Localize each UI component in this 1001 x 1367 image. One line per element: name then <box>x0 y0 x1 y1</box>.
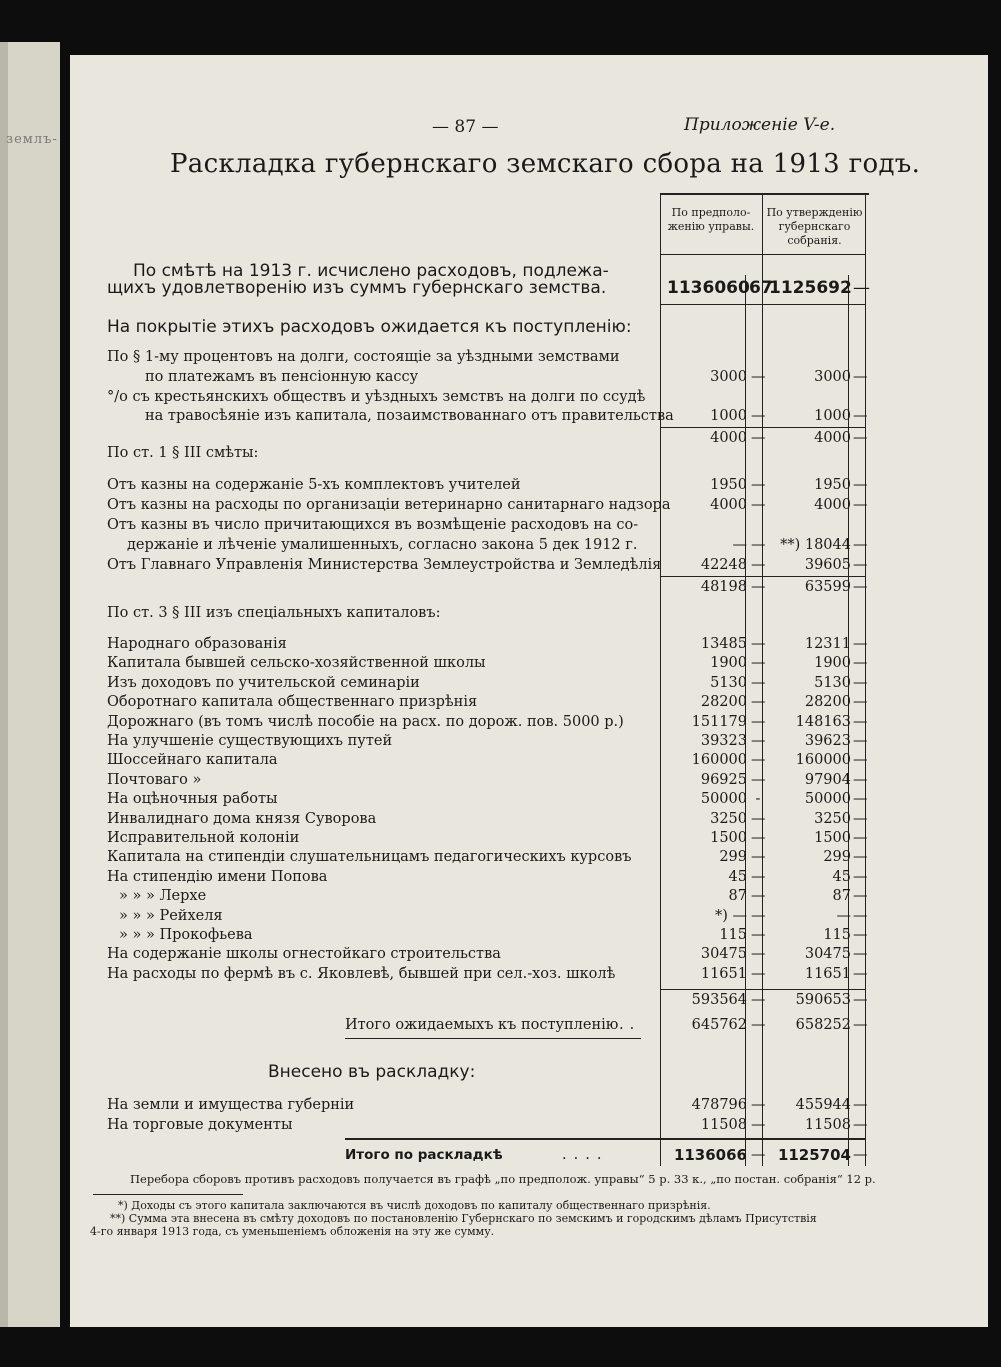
row-kopeks-proposed: — <box>751 655 766 672</box>
row-kopeks-proposed: - <box>755 791 761 808</box>
row-value-proposed: 45 <box>728 868 747 885</box>
row-kopeks-proposed: — <box>751 733 766 749</box>
raskladka-total-k2: — <box>853 1147 868 1163</box>
headline-k2: — <box>853 278 870 298</box>
row-value-approved: 4000 <box>814 497 851 513</box>
subtotal-kopeks-approved: — <box>853 992 868 1008</box>
row-kopeks-approved: — <box>853 733 868 749</box>
row-value-proposed: 96925 <box>700 771 747 788</box>
row-value-approved: 3000 <box>814 369 851 385</box>
row-value-approved: — <box>836 907 851 924</box>
raskladka-total-v1: 1136066 <box>673 1146 747 1164</box>
row-kopeks-proposed: — <box>751 888 766 905</box>
raskladka-total-v2: 1125704 <box>777 1146 851 1164</box>
row-label: Капитала на стипендіи слушательницамъ педагогическихъ курсовъ <box>107 849 632 866</box>
subtotal-value-proposed: 593564 <box>691 992 747 1008</box>
page-number: — 87 — <box>432 117 499 137</box>
row-label: Дорожнаго (въ томъ числѣ пособіе на расх. по дорож. пов. 5000 р.) <box>107 713 624 730</box>
row-label: Почтоваго » <box>107 771 202 788</box>
row-label: На расходы по фермѣ въ с. Яковлевѣ, бывшей при сел.-хоз. школѣ <box>107 965 616 982</box>
row-value-proposed: 1500 <box>710 830 747 846</box>
expected-total-label: Итого ожидаемыхъ къ поступленію <box>345 1017 619 1033</box>
row-label: На стипендію имени Попова <box>107 868 328 885</box>
footnote-1: *) Доходы съ этого капитала заключаются въ числѣ доходовъ по капиталу общественнаго призрѣнія. <box>118 1199 711 1212</box>
row-kopeks-proposed: — <box>751 965 766 982</box>
row-value-proposed: 3250 <box>710 810 747 827</box>
row-label: Исправительной колоніи <box>107 830 300 846</box>
row-kopeks-proposed: — <box>751 927 766 943</box>
row-value-proposed: 3000 <box>710 369 747 385</box>
col2-header: По утвержденію губернскаго собранія. <box>766 206 863 247</box>
row-kopeks-approved: — <box>853 752 868 769</box>
row-kopeks-approved: — <box>853 1117 868 1133</box>
coverage-heading: На покрытіе этихъ расходовъ ожидается къ поступленію: <box>107 317 632 337</box>
row-value-proposed: 39323 <box>700 733 747 749</box>
row-value-approved: 3250 <box>814 810 851 827</box>
row-kopeks-proposed: — <box>751 810 766 827</box>
row-kopeks-approved: — <box>853 927 868 943</box>
row-label: на травосѣяніе изъ капитала, позаимствованнаго отъ правительства <box>145 408 674 424</box>
row-value-proposed: 11508 <box>700 1117 747 1133</box>
headline-v1: 1136060 <box>667 278 750 298</box>
row-value-approved: 1950 <box>814 477 851 493</box>
subtotal-value-approved: 63599 <box>804 579 851 595</box>
row-kopeks-approved: — <box>853 1097 868 1113</box>
raskladka-total-k1: — <box>751 1147 766 1163</box>
row-value-proposed: 11651 <box>700 965 747 982</box>
row-value-approved: 39605 <box>804 557 851 573</box>
table-top-rule <box>660 193 869 195</box>
row-kopeks-proposed: — <box>751 674 766 691</box>
row-value-approved: 39623 <box>804 733 851 749</box>
row-kopeks-approved: — <box>853 849 868 866</box>
row-kopeks-proposed: — <box>751 537 766 553</box>
row-kopeks-approved: — <box>853 557 868 573</box>
row-kopeks-proposed: — <box>751 369 766 385</box>
appendix-label: Приложеніе V-е. <box>684 115 836 135</box>
row-kopeks-approved: — <box>853 497 868 513</box>
row-value-proposed: 13485 <box>700 636 747 652</box>
headline-rule <box>660 304 866 305</box>
row-kopeks-proposed: — <box>751 557 766 573</box>
subtotal-value-proposed: 4000 <box>710 430 747 446</box>
row-kopeks-approved: — <box>853 946 868 963</box>
expected-total-rule <box>345 1038 641 1039</box>
row-kopeks-approved: — <box>853 888 868 905</box>
expected-total-dots: .. <box>619 1017 641 1033</box>
row-kopeks-proposed: — <box>751 636 766 652</box>
row-value-approved: 11508 <box>804 1117 851 1133</box>
row-kopeks-approved: — <box>853 830 868 846</box>
headline-line1: По смѣтѣ на 1913 г. исчислено расходовъ, подлежа- <box>133 261 609 281</box>
row-value-approved: 1500 <box>814 830 851 846</box>
row-value-approved: 11651 <box>804 965 851 982</box>
row-kopeks-approved: — <box>853 408 868 424</box>
row-value-proposed: 160000 <box>691 752 747 769</box>
row-kopeks-proposed: — <box>751 408 766 424</box>
row-label: » » » Прокофьева <box>119 927 253 943</box>
row-label: На содержаніе школы огнестойкаго строительства <box>107 946 501 963</box>
row-label: Отъ казны на расходы по организаціи ветеринарно санитарнаго надзора <box>107 497 671 513</box>
row-kopeks-proposed: — <box>751 752 766 769</box>
row-kopeks-approved: — <box>853 674 868 691</box>
row-value-proposed: 30475 <box>700 946 747 963</box>
row-value-approved: 455944 <box>795 1097 851 1113</box>
row-kopeks-approved: — <box>853 771 868 788</box>
row-label: Отъ Главнаго Управленія Министерства Землеустройства и Земледѣлія <box>107 557 662 573</box>
header-bottom-rule <box>660 254 866 255</box>
row-kopeks-proposed: — <box>751 868 766 885</box>
subtotal-rule <box>660 989 866 990</box>
row-value-approved: 115 <box>823 927 851 943</box>
row-label: На торговые документы <box>107 1117 293 1133</box>
row-kopeks-proposed: — <box>751 694 766 711</box>
headline-dot: . <box>600 278 607 298</box>
left-page-fragment: землъ- <box>6 132 58 147</box>
row-label: °/о съ крестьянскихъ обществъ и уѣздныхъ земствъ на долги по ссудѣ <box>107 389 646 405</box>
row-kopeks-proposed: — <box>751 1097 766 1113</box>
page-title: Раскладка губернскаго земскаго сбора на 1913 годъ. <box>170 149 921 179</box>
row-label: » » » Лерхе <box>119 888 207 905</box>
col1-header: По предполо-женію управы. <box>667 206 755 233</box>
row-value-approved: 160000 <box>795 752 851 769</box>
footnote-2a: **) Сумма эта внесена въ смѣту доходовъ по постановленію Губернскаго по земскимъ и городскимъ дѣламъ Присутствія <box>110 1212 817 1225</box>
row-value-proposed: 4000 <box>710 497 747 513</box>
row-kopeks-proposed: — <box>751 849 766 866</box>
row-value-approved: 45 <box>832 868 851 885</box>
row-value-approved: 87 <box>832 888 851 905</box>
row-value-proposed: 151179 <box>691 713 747 730</box>
subtotal-kopeks-approved: — <box>853 579 868 595</box>
subtotal-rule <box>660 576 866 577</box>
row-kopeks-approved: — <box>853 636 868 652</box>
row-value-approved: 299 <box>823 849 851 866</box>
row-value-proposed: 1900 <box>710 655 747 672</box>
row-kopeks-approved: — <box>853 537 868 553</box>
row-label: На улучшеніе существующихъ путей <box>107 733 393 749</box>
row-kopeks-approved: — <box>853 713 868 730</box>
row-label: На оцѣночныя работы <box>107 791 278 808</box>
surplus-note: Перебора сборовъ противъ расходовъ получается въ графѣ „по предполож. управы“ 5 р. 33 к., „по постан. собранія“ 12 р. <box>130 1172 876 1186</box>
raskladka-total-rule <box>345 1138 866 1140</box>
row-label: Народнаго образованія <box>107 636 287 652</box>
section3-heading-text: По ст. 3 § III изъ спеціальныхъ капиталовъ: <box>107 605 441 621</box>
row-kopeks-approved: — <box>853 369 868 385</box>
row-value-proposed: 299 <box>719 849 747 866</box>
footnote-rule <box>93 1194 243 1195</box>
expected-total-k1: — <box>751 1017 766 1033</box>
row-kopeks-proposed: — <box>751 771 766 788</box>
row-label: По § 1-му процентовъ на долги, состоящіе за уѣздными земствами <box>107 349 620 365</box>
row-value-proposed: 115 <box>719 927 747 943</box>
row-label: по платежамъ въ пенсіонную кассу <box>145 369 419 385</box>
subtotal-value-approved: 4000 <box>814 430 851 446</box>
row-label: Шоссейнаго капитала <box>107 752 278 769</box>
row-label: Оборотнаго капитала общественнаго призрѣнія <box>107 694 478 711</box>
row-value-approved: 30475 <box>804 946 851 963</box>
headline-line2 <box>107 279 606 298</box>
row-value-proposed: 42248 <box>700 557 747 573</box>
row-value-approved: 50000 <box>804 791 851 808</box>
subtotal-rule <box>660 427 866 428</box>
subtotal-value-proposed: 48198 <box>700 579 747 595</box>
row-value-approved: 1900 <box>814 655 851 672</box>
raskladka-heading: Внесено въ раскладку: <box>268 1062 476 1082</box>
row-kopeks-approved: — <box>853 868 868 885</box>
raskladka-total-dots: .... <box>562 1147 609 1163</box>
row-label: Капитала бывшей сельско-хозяйственной школы <box>107 655 486 672</box>
row-kopeks-proposed: — <box>751 713 766 730</box>
row-label: На земли и имущества губерніи <box>107 1097 355 1113</box>
row-value-proposed: 478796 <box>691 1097 747 1113</box>
row-value-proposed: 87 <box>728 888 747 905</box>
expected-total-v1: 645762 <box>691 1017 747 1033</box>
col1-left-rule <box>660 193 661 1166</box>
row-kopeks-proposed: — <box>751 1117 766 1133</box>
row-value-approved: 5130 <box>814 674 851 691</box>
row-value-approved: **) 18044 <box>780 537 851 553</box>
headline-line2-text: щихъ удовлетворенію изъ суммъ губернскаго земства <box>107 278 601 298</box>
row-label: держаніе и лѣченіе умалишенныхъ, согласно закона 5 дек 1912 г. <box>127 537 638 553</box>
raskladka-total-label: Итого по раскладкѣ <box>345 1147 503 1163</box>
expected-total-k2: — <box>853 1017 868 1033</box>
row-kopeks-approved: — <box>853 655 868 672</box>
row-value-proposed: 1000 <box>710 408 747 424</box>
row-kopeks-proposed: — <box>751 946 766 963</box>
subtotal-kopeks-proposed: — <box>751 579 766 595</box>
subtotal-kopeks-proposed: — <box>751 430 766 446</box>
row-value-proposed: — <box>732 537 747 553</box>
subtotal-kopeks-approved: — <box>853 430 868 446</box>
row-kopeks-proposed: — <box>751 477 766 493</box>
row-kopeks-approved: — <box>853 965 868 982</box>
subtotal-value-approved: 590653 <box>795 992 851 1008</box>
row-kopeks-approved: — <box>853 907 868 924</box>
section2-heading-text: По ст. 1 § III смѣты: <box>107 445 259 461</box>
row-value-approved: 148163 <box>795 713 851 730</box>
row-value-proposed: *) — <box>714 907 747 924</box>
row-label: » » » Рейхеля <box>119 907 223 924</box>
row-value-proposed: 5130 <box>710 674 747 691</box>
row-value-approved: 28200 <box>804 694 851 711</box>
row-label: Отъ казны на содержаніе 5-хъ комплектовъ учителей <box>107 477 521 493</box>
row-value-proposed: 50000 <box>700 791 747 808</box>
footnote-2b: 4-го января 1913 года, съ уменьшеніемъ обложенія на эту же сумму. <box>90 1225 495 1238</box>
headline-k1: 67 <box>749 278 773 298</box>
expected-total-v2: 658252 <box>795 1017 851 1033</box>
row-value-proposed: 1950 <box>710 477 747 493</box>
row-value-approved: 97904 <box>804 771 851 788</box>
row-kopeks-proposed: — <box>751 497 766 513</box>
headline-v2: 1125692 <box>769 278 852 298</box>
row-kopeks-approved: — <box>853 791 868 808</box>
row-kopeks-proposed: — <box>751 830 766 846</box>
row-label: Инвалиднаго дома князя Суворова <box>107 810 377 827</box>
row-kopeks-proposed: — <box>751 907 766 924</box>
subtotal-kopeks-proposed: — <box>751 992 766 1008</box>
row-value-proposed: 28200 <box>700 694 747 711</box>
row-label: Отъ казны въ число причитающихся въ возмѣщеніе расходовъ на со- <box>107 517 639 533</box>
row-kopeks-approved: — <box>853 694 868 711</box>
row-value-approved: 12311 <box>804 636 851 652</box>
row-label: Изъ доходовъ по учительской семинаріи <box>107 674 420 691</box>
row-kopeks-approved: — <box>853 477 868 493</box>
row-value-approved: 1000 <box>814 408 851 424</box>
row-kopeks-approved: — <box>853 810 868 827</box>
